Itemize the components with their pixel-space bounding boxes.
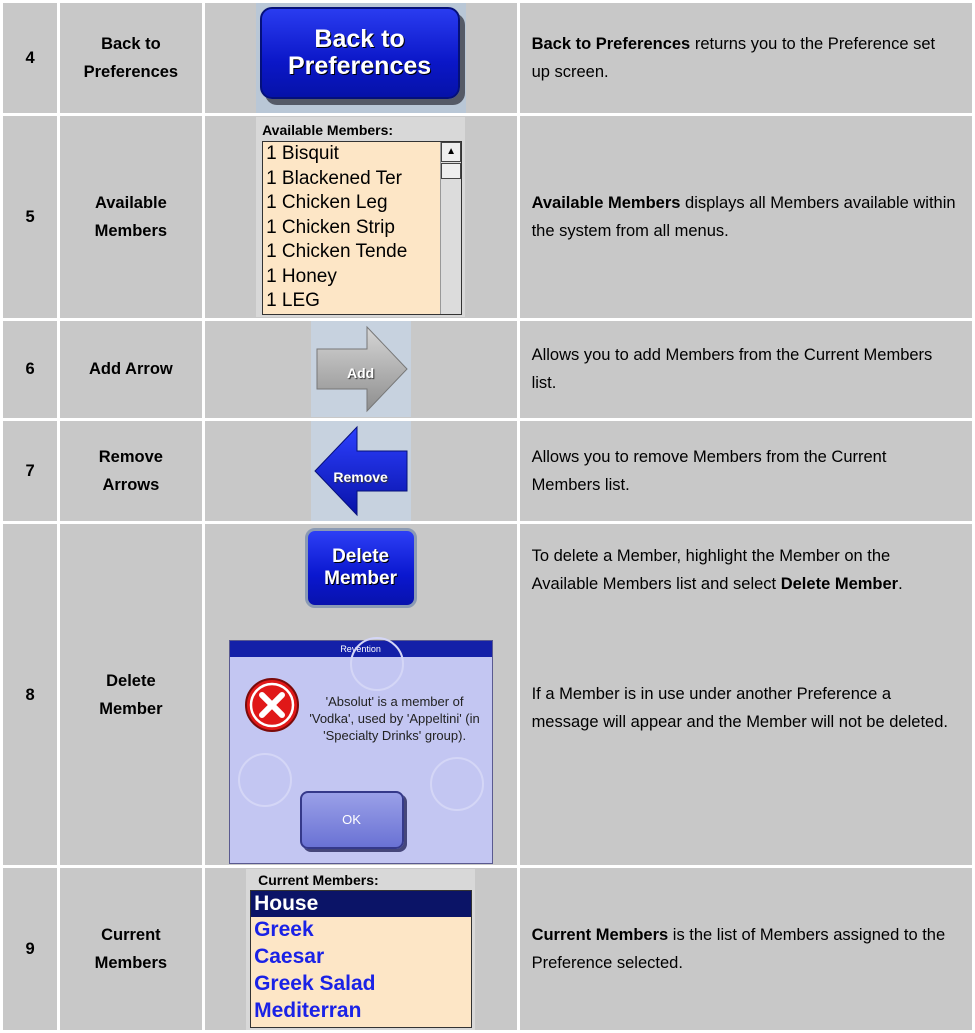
item-name <box>60 421 201 521</box>
list-item[interactable]: 1 Honey <box>266 265 337 287</box>
item-name-line: Current <box>101 926 161 945</box>
current-members-title: Current Members: <box>258 871 379 888</box>
button-label-line: Back to <box>314 25 405 54</box>
item-name-line: Back to <box>101 35 161 54</box>
list-item[interactable]: 1 Chicken Tende <box>266 241 408 263</box>
scrollbar[interactable] <box>440 142 461 314</box>
item-name-line: Member <box>99 699 163 718</box>
delete-member-button[interactable] <box>305 528 417 608</box>
member-in-use-dialog <box>229 640 493 864</box>
item-name-line: Delete <box>106 671 156 690</box>
remove-arrow-label: Remove <box>333 468 388 485</box>
example-image-cell <box>205 868 517 1030</box>
description <box>520 868 972 1030</box>
table-row <box>3 868 972 1030</box>
list-item[interactable]: Caesar <box>254 945 325 969</box>
row-number: 7 <box>3 421 57 521</box>
ok-button[interactable]: OK <box>300 791 404 849</box>
list-item[interactable]: Mediterran <box>254 998 362 1022</box>
available-members-panel <box>256 117 465 317</box>
example-image-cell <box>205 3 517 113</box>
description <box>520 524 972 865</box>
item-name-line: Members <box>94 954 168 973</box>
list-item[interactable]: 1 Chicken Leg <box>266 192 388 214</box>
list-item[interactable]: Greek Salad <box>254 972 376 996</box>
table-row <box>3 421 972 521</box>
description-bold: Back to Preferences <box>531 35 691 54</box>
add-arrow-label: Add <box>346 365 375 382</box>
table-row <box>3 116 972 318</box>
description-text: . <box>898 574 903 593</box>
list-item[interactable]: 1 Bisquit <box>266 143 339 165</box>
current-members-panel <box>246 869 475 1030</box>
item-name <box>60 116 201 318</box>
list-item[interactable]: House <box>251 891 471 918</box>
item-name-line: Remove <box>98 447 163 466</box>
example-image-cell <box>205 524 517 865</box>
item-name <box>60 3 201 113</box>
list-item[interactable]: 1 LEG <box>266 290 320 312</box>
item-name-line: Members <box>94 222 168 241</box>
description-paragraph <box>532 542 958 598</box>
current-members-list[interactable] <box>250 890 472 1028</box>
remove-arrow-button[interactable] <box>311 421 411 521</box>
item-name <box>60 868 201 1030</box>
watermark-icon <box>238 753 292 807</box>
list-item[interactable]: 1 Blackened Ter <box>266 167 402 189</box>
description-bold: Available Members <box>531 194 681 213</box>
description-text: To delete a Member, highlight the Member on the Available Members list and select <box>531 546 891 593</box>
item-name-line: Available <box>94 194 167 213</box>
example-image-cell <box>205 421 517 521</box>
item-name-line: Arrows <box>102 475 160 494</box>
back-to-preferences-button[interactable] <box>260 7 460 99</box>
error-x-icon <box>244 677 300 733</box>
row-number: 9 <box>3 868 57 1030</box>
description-paragraph: If a Member is in use under another Preference a message will appear and the Member will not be deleted. <box>531 684 948 731</box>
watermark-icon <box>430 757 484 811</box>
example-image-cell <box>205 116 517 318</box>
item-name <box>60 524 201 865</box>
scroll-thumb[interactable] <box>441 163 461 179</box>
available-members-title: Available Members: <box>262 122 394 139</box>
description-text: returns you to the Preference set up screen. <box>531 35 936 82</box>
row-number: 6 <box>3 321 57 417</box>
table-row <box>3 321 972 417</box>
description: Allows you to add Members from the Current Members list. <box>520 321 972 417</box>
row-number: 8 <box>3 524 57 865</box>
description: Allows you to remove Members from the Current Members list. <box>520 421 972 521</box>
watermark-icon <box>350 637 404 691</box>
description-text: is the list of Members assigned to the Preference selected. <box>531 926 946 973</box>
dialog-body <box>230 657 492 863</box>
button-label-line: Delete <box>332 545 390 567</box>
description <box>520 3 972 113</box>
description-bold: Current Members <box>531 926 669 945</box>
add-arrow-button[interactable] <box>311 321 411 417</box>
row-number: 5 <box>3 116 57 318</box>
button-label-line: Preferences <box>288 52 432 81</box>
dialog-title: Revention <box>230 641 492 657</box>
dialog-message: 'Absolut' is a member of 'Vodka', used by 'Appeltini' (in 'Specialty Drinks' group). <box>309 693 480 743</box>
list-item[interactable]: 1 Chicken Strip <box>266 216 395 238</box>
table-row <box>3 3 972 113</box>
button-label-line: Member <box>324 567 397 589</box>
table-row <box>3 524 972 865</box>
scroll-up-icon[interactable]: ▲ <box>441 142 461 162</box>
example-image-cell <box>205 321 517 417</box>
description-text: displays all Members available within the system from all menus. <box>531 194 956 241</box>
list-item[interactable]: Greek <box>254 918 314 942</box>
item-name: Add Arrow <box>60 321 201 417</box>
description <box>520 116 972 318</box>
available-members-list[interactable] <box>262 141 462 315</box>
item-name-line: Preferences <box>83 63 179 82</box>
back-to-preferences-image <box>256 3 466 113</box>
description-bold: Delete Member <box>780 574 899 593</box>
row-number: 4 <box>3 3 57 113</box>
